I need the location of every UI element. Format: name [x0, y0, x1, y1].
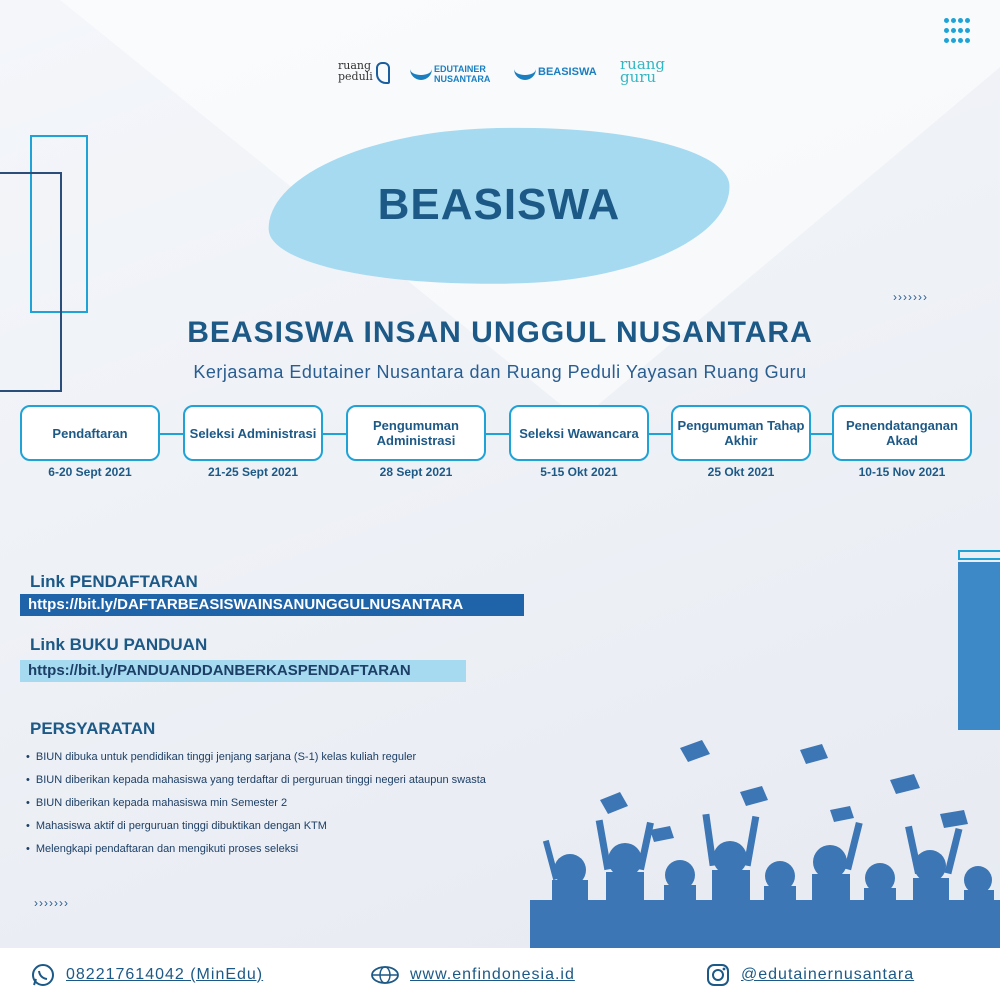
dots-grid-icon	[944, 18, 972, 46]
timeline-step	[183, 405, 323, 479]
timeline-step-date: 6-20 Sept 2021	[48, 465, 132, 479]
ruang-peduli-logo	[338, 60, 390, 82]
instagram-handle: @edutainernusantara	[741, 966, 915, 983]
timeline-step-date: 28 Sept 2021	[379, 465, 453, 479]
footer	[0, 948, 1000, 1000]
whatsapp-icon	[30, 962, 56, 988]
decor-square-dark	[0, 172, 62, 392]
beasiswa-logo-text: BEASISWA	[538, 66, 597, 78]
guide-link[interactable]: https://bit.ly/PANDUANDDANBERKASPENDAFTARAN	[20, 660, 466, 682]
phone-number: 082217614042 (MinEdu)	[66, 966, 264, 983]
list-item: • BIUN dibuka untuk pendidikan tinggi jenjang sarjana (S-1) kelas kuliah reguler	[26, 748, 486, 771]
page-title: BEASISWA	[377, 180, 621, 229]
edutainer-text: EDUTAINER NUSANTARA	[434, 64, 491, 84]
graduates-illustration	[530, 730, 1000, 950]
partner-logos	[338, 55, 678, 94]
chevrons-decor: ›››››››	[893, 290, 928, 304]
website-url: www.enfindonesia.id	[410, 966, 575, 983]
instagram-icon	[705, 962, 731, 988]
list-item: • BIUN diberikan kepada mahasiswa min Semester 2	[26, 794, 486, 817]
timeline-step-date: 21-25 Sept 2021	[207, 465, 299, 479]
timeline-step-label: Penendatanganan Akad	[832, 405, 972, 461]
timeline-step-label: Pendaftaran	[20, 405, 160, 461]
timeline-step-label: Pengumuman Tahap Akhir	[671, 405, 811, 461]
scholarship-name: BEASISWA INSAN UNGGUL NUSANTARA	[187, 316, 813, 349]
tagline: Kerjasama Edutainer Nusantara dan Ruang Peduli Yayasan Ruang Guru	[193, 362, 807, 382]
list-item: • BIUN diberikan kepada mahasiswa yang terdaftar di perguruan tinggi negeri ataupun swasta	[26, 771, 486, 794]
guide-link-label: Link BUKU PANDUAN	[30, 635, 208, 654]
registration-link[interactable]: https://bit.ly/DAFTARBEASISWAINSANUNGGULNUSANTARA	[20, 594, 524, 616]
website-contact[interactable]	[370, 962, 575, 988]
registration-link-label: Link PENDAFTARAN	[30, 572, 198, 591]
beasiswa-logo	[514, 62, 614, 88]
timeline-connector	[30, 433, 962, 435]
phone-contact[interactable]	[30, 962, 263, 988]
timeline-step-date: 10-15 Nov 2021	[858, 465, 946, 479]
timeline-step-label: Seleksi Wawancara	[509, 405, 649, 461]
timeline-step	[832, 405, 972, 479]
ruang-guru-text: ruang guru	[620, 55, 666, 86]
decor-right-outline	[958, 550, 1000, 560]
decor-right-block	[958, 562, 1000, 730]
globe-icon	[370, 962, 400, 988]
wave-icon	[514, 66, 536, 80]
ruang-guru-logo	[620, 55, 668, 86]
chevrons-decor: ›››››››	[34, 896, 69, 910]
timeline-step-date: 5-15 Okt 2021	[540, 465, 618, 479]
timeline-step	[671, 405, 811, 479]
list-item: • Melengkapi pendaftaran dan mengikuti proses seleksi	[26, 840, 486, 863]
timeline	[20, 405, 972, 485]
timeline-step-date: 25 Okt 2021	[707, 465, 775, 479]
requirements-list	[26, 748, 486, 863]
hand-icon	[376, 62, 390, 84]
instagram-contact[interactable]	[705, 962, 914, 988]
requirements-title: PERSYARATAN	[30, 719, 156, 738]
timeline-step-label: Seleksi Administrasi	[183, 405, 323, 461]
timeline-step	[346, 405, 486, 479]
timeline-step-label: Pengumuman Administrasi	[346, 405, 486, 461]
edutainer-logo	[410, 62, 506, 88]
wave-icon	[410, 66, 432, 80]
list-item: • Mahasiswa aktif di perguruan tinggi dibuktikan dengan KTM	[26, 817, 486, 840]
timeline-step	[509, 405, 649, 479]
timeline-step	[20, 405, 160, 479]
ruang-peduli-text: ruang peduli	[338, 59, 373, 83]
